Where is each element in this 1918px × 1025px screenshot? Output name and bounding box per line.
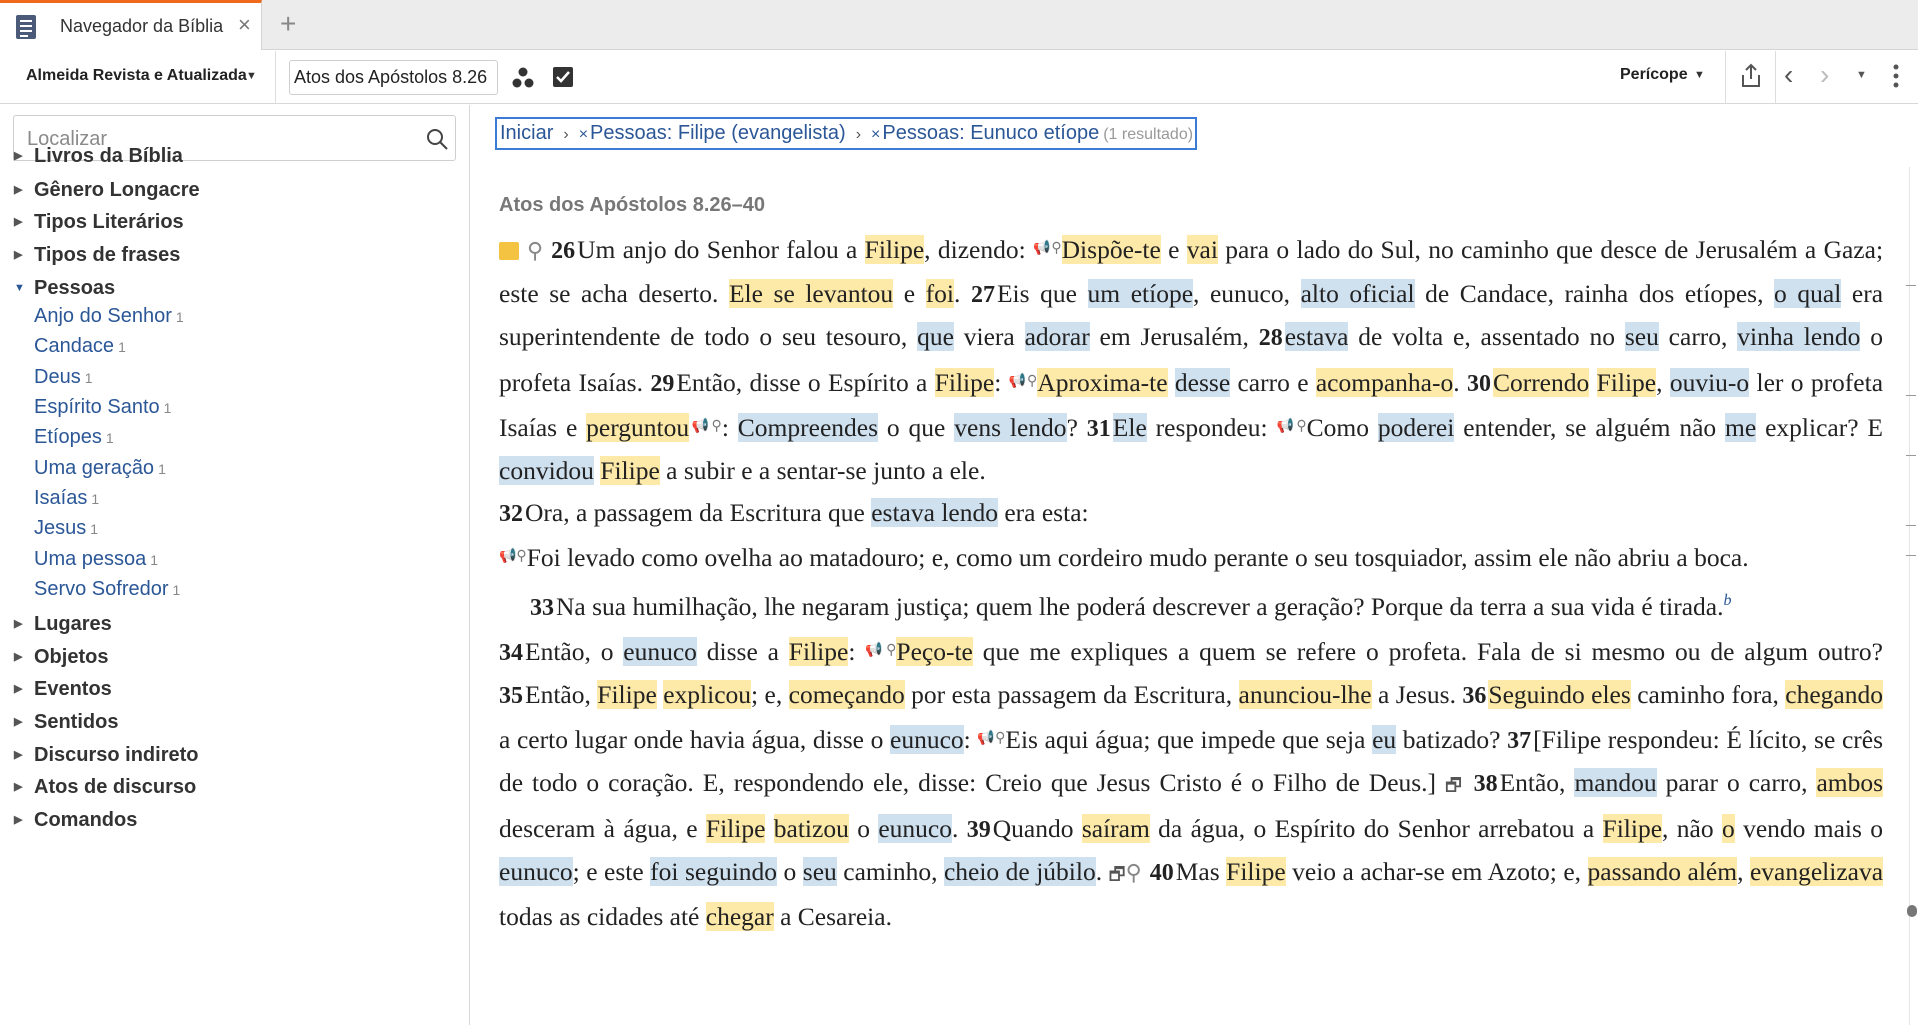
search-placeholder: Localizar <box>27 128 108 150</box>
history-dropdown-icon[interactable]: ▼ <box>1856 69 1867 81</box>
verse-number: 33 <box>530 594 554 621</box>
scrollbar-thumb[interactable] <box>1907 905 1917 917</box>
speech-icon[interactable]: 📢⚲ <box>1008 372 1038 389</box>
divider <box>1775 51 1776 104</box>
expand-icon: ▶ <box>14 814 23 826</box>
category-atos-discurso[interactable]: ▶ Atos de discurso <box>14 776 197 798</box>
checkbox-icon[interactable] <box>552 66 574 88</box>
verse-number: 40 <box>1149 859 1174 886</box>
sidebar-item-person[interactable]: Servo Sofredor 1 <box>34 578 181 600</box>
verse-number: 28 <box>1258 325 1283 352</box>
category-livros[interactable]: ▶ Livros da Bíblia <box>14 145 183 167</box>
version-caret-icon[interactable]: ▼ <box>246 70 257 82</box>
quote-line: 📢⚲Foi levado como ovelha ao matadouro; e, como um cordeiro mudo perante o seu tosquiador, assim ele não abriu a boca. <box>499 543 1749 573</box>
sidebar <box>0 105 470 1025</box>
verse-number: 32 <box>499 501 523 528</box>
speech-icon[interactable]: 📢⚲ <box>1033 240 1062 256</box>
toolbar <box>0 51 1918 104</box>
verse-number: 30 <box>1466 370 1491 397</box>
map-pin-icon[interactable]: ⚲ <box>527 239 544 264</box>
tab-bar <box>0 0 1918 50</box>
share-icon[interactable] <box>1739 63 1763 89</box>
divider <box>275 51 276 104</box>
paragraph: 34Então, o eunuco disse a Filipe: 📢⚲Peço-te que me expliques a quem se refere o profeta. Fala de si mesmo ou de algum outro? 35Então, Filipe explicou; e, começando por esta passagem da Escritura, anunciou-lhe a Jesus. 36Seguindo eles caminho fora, chegando a certo lugar onde havia água, disse o eunuco: 📢⚲Eis aqui água; que impede que seja eu batizado? 37[Filipe respondeu: É lícito, se crês de todo o coração. E, respondendo ele, disse: Creio que Jesus Cristo é o Filho de Deus.] 🗗 38Então, mandou parar o carro, ambos desceram à água, e Filipe batizou o eunuco. 39Quando saíram da água, o Espírito do Senhor arrebatou a Filipe, não o vendo mais o eunuco; e este foi seguindo o seu caminho, cheio de júbilo. 🗗⚲ 40Mas Filipe veio a achar-se em Azoto; e, passando além, evangelizava todas as cidades até chegar a Cesareia. <box>499 636 1884 932</box>
version-selector[interactable]: Almeida Revista e Atualizada <box>26 67 247 84</box>
scrollbar[interactable] <box>1909 167 1917 1025</box>
scroll-marker <box>1906 455 1916 456</box>
expand-icon: ▶ <box>14 651 23 663</box>
chevron-right-icon: › <box>563 126 569 143</box>
category-objetos[interactable]: ▶ Objetos <box>14 646 109 668</box>
sidebar-item-person[interactable]: Etíopes 1 <box>34 426 114 448</box>
people-icon[interactable] <box>511 66 535 90</box>
sidebar-item-person[interactable]: Anjo do Senhor 1 <box>34 305 184 327</box>
main-panel <box>471 105 1918 1025</box>
verse-number: 29 <box>650 370 675 397</box>
collapse-icon: ▼ <box>14 282 25 294</box>
result-count: (1 resultado) <box>1103 126 1194 143</box>
chevron-right-icon: › <box>855 126 862 143</box>
breadcrumb-filter-filipe[interactable]: Pessoas: Filipe (evangelista) <box>590 122 846 144</box>
footnote-marker[interactable]: b <box>1723 591 1732 609</box>
speech-icon[interactable]: 📢⚲ <box>689 417 722 434</box>
new-tab-button[interactable]: + <box>280 8 297 39</box>
verse-number: 38 <box>1473 771 1498 798</box>
search-icon[interactable] <box>425 127 449 151</box>
pericope-caret-icon[interactable]: ▼ <box>1694 69 1705 81</box>
sidebar-item-person[interactable]: Candace 1 <box>34 335 126 357</box>
expand-icon: ▶ <box>14 249 23 261</box>
verse-number: 39 <box>966 816 991 843</box>
scroll-marker <box>1906 285 1916 286</box>
back-arrow-icon[interactable]: ‹ <box>1784 59 1794 90</box>
passage-text <box>499 227 1883 938</box>
verse-number: 31 <box>1086 415 1111 442</box>
sidebar-item-person[interactable]: Uma geração 1 <box>34 457 166 479</box>
expand-icon: ▶ <box>14 683 23 695</box>
expand-icon: ▶ <box>14 749 23 761</box>
quote-line: 33Na sua humilhação, lhe negaram justiça; quem lhe poderá descrever a geração? Porque da terra a sua vida é tirada.$^b$ <box>530 591 1732 621</box>
category-tipos-frases[interactable]: ▶ Tipos de frases <box>14 244 181 266</box>
category-lugares[interactable]: ▶ Lugares <box>14 613 112 635</box>
expand-icon: ▶ <box>14 716 23 728</box>
speech-icon[interactable]: 📢⚲ <box>865 641 897 658</box>
category-tipos-literarios[interactable]: ▶ Tipos Literários <box>14 211 184 233</box>
scroll-marker <box>1906 395 1916 396</box>
verse-number: 37 <box>1507 728 1532 755</box>
verse-number: 27 <box>970 282 995 309</box>
expand-icon: ▶ <box>14 184 23 196</box>
tab-bible-browser[interactable] <box>0 0 262 50</box>
cross-reference-icon[interactable]: 🗗 <box>1108 863 1126 885</box>
category-sentidos[interactable]: ▶ Sentidos <box>14 711 119 733</box>
expand-icon: ▶ <box>14 781 23 793</box>
passage-title: Atos dos Apóstolos 8.26–40 <box>499 194 765 216</box>
tab-title: Navegador da Bíblia <box>60 16 224 36</box>
forward-arrow-icon[interactable]: › <box>1820 59 1830 90</box>
sidebar-item-person[interactable]: Jesus 1 <box>34 517 99 539</box>
verse-number: 26 <box>551 238 576 264</box>
verse-number: 35 <box>499 683 523 710</box>
reference-input[interactable]: Atos dos Apóstolos 8.26 <box>289 60 498 95</box>
scroll-marker <box>1906 525 1916 526</box>
expand-icon: ▶ <box>14 618 23 630</box>
speech-icon[interactable]: 📢⚲ <box>1276 417 1307 434</box>
highlight-filipe[interactable]: Filipe <box>864 235 925 264</box>
more-menu-icon[interactable] <box>1893 63 1899 89</box>
document-icon <box>14 13 38 41</box>
paragraph: 32Ora, a passagem da Escritura que estava lendo era esta: <box>499 498 1089 528</box>
remove-filter-icon[interactable]: × <box>871 126 881 143</box>
tab-close-button[interactable]: × <box>238 12 251 37</box>
note-icon[interactable] <box>499 242 519 260</box>
breadcrumb-filter-eunuco[interactable]: Pessoas: Eunuco etíope <box>882 122 1100 144</box>
breadcrumb-home-link[interactable]: Iniciar <box>500 122 554 144</box>
expand-icon: ▶ <box>14 150 23 162</box>
expand-icon: ▶ <box>14 216 23 228</box>
pericope-selector[interactable]: Perícope <box>1620 66 1688 83</box>
divider <box>1725 51 1726 104</box>
speech-icon[interactable]: 📢⚲ <box>977 730 1006 747</box>
breadcrumb <box>495 117 1197 150</box>
category-pessoas[interactable]: ▼ Pessoas <box>14 277 116 299</box>
sidebar-item-person[interactable]: Uma pessoa 1 <box>34 548 159 570</box>
verse-number: 34 <box>499 639 523 666</box>
cross-reference-icon[interactable]: 🗗 <box>1445 775 1465 797</box>
category-discurso-indireto[interactable]: ▶ Discurso indireto <box>14 744 199 766</box>
paragraph: ⚲ 26Um anjo do Senhor falou a Filipe, dizendo: 📢⚲Dispõe-te e vai para o lado do Sul, no caminho que desce de Jerusalém a Gaza; este se acha deserto. Ele se levantou e foi. 27Eis que um etíope, eunuco, alto oficial de Candace, rainha dos etíopes, o qual era superintendente de todo o seu tesouro, que viera adorar em Jerusalém, 28estava de volta e, assentado no seu carro, vinha lendo o profeta Isaías. 29Então, disse o Espírito a Filipe: 📢⚲Aproxima-te desse carro e acompanha-o. 30Correndo Filipe, ouviu-o ler o profeta Isaías e perguntou📢⚲: Compreendes o que vens lendo? 31Ele respondeu: 📢⚲Como poderei entender, se alguém não me explicar? E convidou Filipe a subir e a sentar-se junto a ele. <box>499 235 1884 486</box>
sidebar-item-person[interactable]: Isaías 1 <box>34 487 100 509</box>
speech-icon[interactable]: 📢⚲ <box>499 548 527 565</box>
verse-number: 36 <box>1462 683 1487 710</box>
category-genero[interactable]: ▶ Gênero Longacre <box>14 179 200 201</box>
category-eventos[interactable]: ▶ Eventos <box>14 678 112 700</box>
sidebar-item-person[interactable]: Deus 1 <box>34 366 93 388</box>
category-comandos[interactable]: ▶ Comandos <box>14 809 138 831</box>
scroll-marker <box>1906 555 1916 556</box>
sidebar-item-person[interactable]: Espírito Santo 1 <box>34 396 172 418</box>
map-pin-icon[interactable]: ⚲ <box>1125 860 1142 886</box>
remove-filter-icon[interactable]: × <box>578 126 589 143</box>
